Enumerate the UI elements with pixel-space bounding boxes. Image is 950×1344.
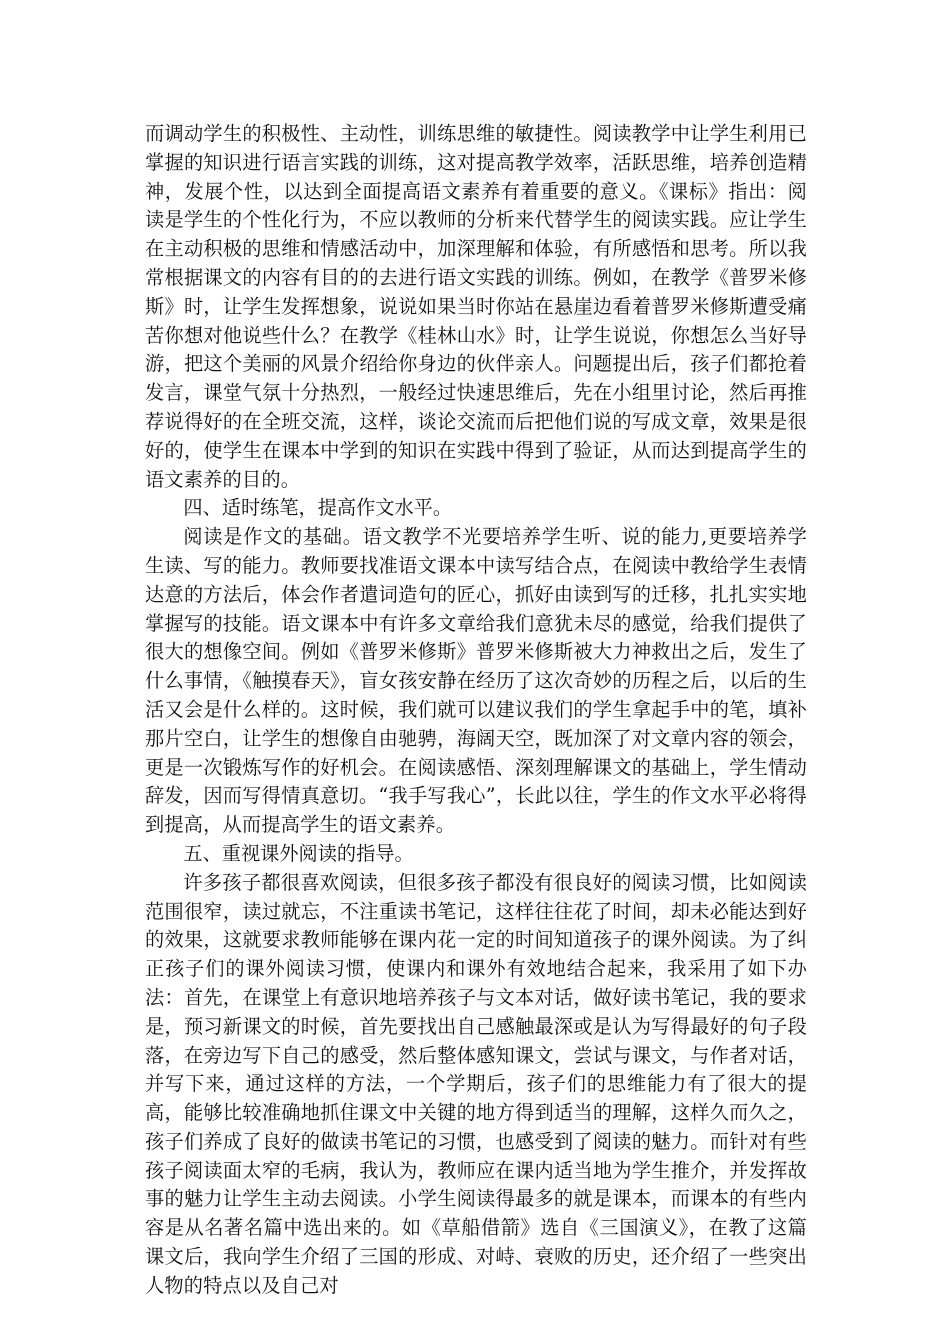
body-paragraph-3: 许多孩子都很喜欢阅读，但很多孩子都没有很良好的阅读习惯，比如阅读范围很窄，读过就忘，不注重读书笔记，这样往往花了时间，却未必能达到好的效果，这就要求教师能够在课内花一定的时间知道孩子的课外阅读。为了纠正孩子们的课外阅读习惯，使课内和课外有效地结合起来，我采用了如下办法：首先，在课堂上有意识地培养孩子与文本对话，做好读书笔记，我的要求是，预习新课文的时候，首先要找出自己感触最深或是认为写得最好的句子段落，在旁边写下自己的感受，然后整体感知课文，尝试与课文，与作者对话，并写下来，通过这样的方法，一个学期后，孩子们的思维能力有了很大的提高，能够比较准确地抓住课文中关键的地方得到适当的理解，这样久而久之，孩子们养成了良好的做读书笔记的习惯，也感受到了阅读的魅力。而针对有些孩子阅读面太窄的毛病，我认为，教师应在课内适当地为学生推介，并发挥故事的魅力让学生主动去阅读。小学生阅读得最多的就是课本，而课本的有些内容是从名著名篇中选出来的。如《草船借箭》选自《三国演义》，在教了这篇课文后，我向学生介绍了三国的形成、对峙、衰败的历史，还介绍了一些突出人物的特点以及自己对	[145, 870, 807, 1297]
body-paragraph-2: 阅读是作文的基础。语文教学不光要培养学生听、说的能力,更要培养学生读、写的能力。教师要找准语文课本中读写结合点，在阅读中教给学生表情达意的方法后，体会作者遣词造句的匠心，抓好由读到写的迁移，扎扎实实地掌握写的技能。语文课本中有许多文章给我们意犹未尽的感觉，给我们提供了很大的想像空间。例如《普罗米修斯》普罗米修斯被大力神救出之后，发生了什么事情，《触摸春天》，盲女孩安静在经历了这次奇妙的历程之后，以后的生活又会是什么样的。这时候，我们就可以建议我们的学生拿起手中的笔，填补那片空白，让学生的想像自由驰骋，海阔天空，既加深了对文章内容的领会，更是一次锻炼写作的好机会。在阅读感悟、深刻理解课文的基础上，学生情动辞发，因而写得情真意切。“我手写我心”，长此以往，学生的作文水平必将得到提高，从而提高学生的语文素养。	[145, 525, 807, 837]
document-page	[145, 120, 807, 1301]
section-heading-4: 四、适时练笔，提高作文水平。	[183, 496, 453, 520]
body-paragraph-1: 而调动学生的积极性、主动性，训练思维的敏捷性。阅读教学中让学生利用已掌握的知识进行语言实践的训练，这对提高教学效率，活跃思维，培养创造精神，发展个性，以达到全面提高语文素养有着重要的意义。《课标》指出：阅读是学生的个性化行为，不应以教师的分析来代替学生的阅读实践。应让学生在主动积极的思维和情感活动中，加深理解和体验，有所感悟和思考。所以我常根据课文的内容有目的的去进行语文实践的训练。例如，在教学《普罗米修斯》时，让学生发挥想象，说说如果当时你站在悬崖边看着普罗米修斯遭受痛苦你想对他说些什么？在教学《桂林山水》时，让学生说说，你想怎么当好导游，把这个美丽的风景介绍给你身边的伙伴亲人。问题提出后，孩子们都抢着发言，课堂气氛十分热烈，一般经过快速思维后，先在小组里讨论，然后再推荐说得好的在全班交流，这样，谈论交流而后把他们说的写成文章，效果是很好的，使学生在课本中学到的知识在实践中得到了验证，从而达到提高学生的语文素养的目的。	[145, 122, 807, 491]
section-heading-5: 五、重视课外阅读的指导。	[183, 841, 414, 865]
